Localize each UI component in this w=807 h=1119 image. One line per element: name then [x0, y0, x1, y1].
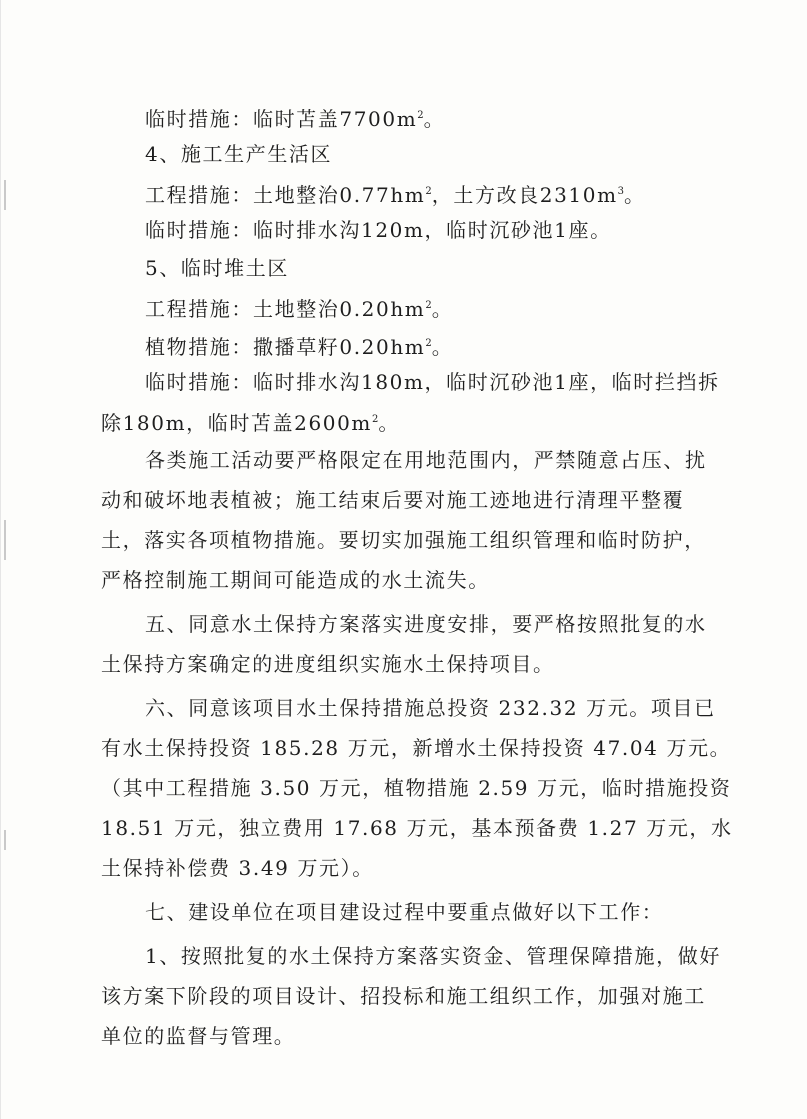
- paragraph-line: 土保持补偿费 3.49 万元）。: [101, 856, 374, 880]
- text-line-9: 除180m，临时苫盖$2600m^2$。: [101, 411, 400, 435]
- text-line-7: 植物措施：撒播草籽$0.20hm^2$。: [145, 335, 454, 359]
- paragraph-line: 动和破坏地表植被；施工结束后要对施工迹地进行清理平整覆: [101, 488, 685, 512]
- scan-edge-mark: [4, 830, 6, 850]
- paragraph-line: （其中工程措施 3.50 万元，植物措施 2.59 万元，临时措施投资: [101, 776, 732, 800]
- paragraph-line: 土，落实各项植物措施。要切实加强施工组织管理和临时防护，: [101, 528, 706, 552]
- paragraph-line: 1、按照批复的水土保持方案落实资金、管理保障措施，做好: [145, 944, 721, 968]
- text-line-6: 工程措施：土地整治$0.20hm^2$。: [145, 297, 454, 321]
- paragraph-line: 土保持方案确定的进度组织实施水土保持项目。: [101, 652, 555, 676]
- paragraph-line: 单位的监督与管理。: [101, 1024, 296, 1048]
- text-line-3: 工程措施：土地整治$0.77hm^2$，土方改良$2310m^3$。: [145, 183, 646, 207]
- text-line-8: 临时措施：临时排水沟180m，临时沉砂池1座，临时拦挡拆: [145, 370, 720, 394]
- text-line-4: 临时措施：临时排水沟120m，临时沉砂池1座。: [145, 218, 612, 242]
- scan-edge-mark: [4, 520, 6, 560]
- paragraph-line: 严格控制施工期间可能造成的水土流失。: [101, 568, 490, 592]
- scan-edge-mark: [4, 180, 6, 210]
- paragraph-line: 六、同意该项目水土保持措施总投资 232.32 万元。项目已: [145, 696, 716, 720]
- heading-temporary-soil-area: 5、临时堆土区: [145, 256, 289, 280]
- paragraph-line: 该方案下阶段的项目设计、招投标和施工组织工作，加强对施工: [101, 984, 706, 1008]
- paragraph-line: 五、同意水土保持方案落实进度安排，要严格按照批复的水: [145, 612, 707, 636]
- heading-construction-living-area: 4、施工生产生活区: [145, 142, 333, 166]
- paragraph-line: 七、建设单位在项目建设过程中要重点做好以下工作：: [145, 900, 664, 924]
- paragraph-line: 各类施工活动要严格限定在用地范围内，严禁随意占压、扰: [145, 448, 707, 472]
- paragraph-line: 18.51 万元，独立费用 17.68 万元，基本预备费 1.27 万元，水: [101, 816, 733, 840]
- paragraph-line: 有水土保持投资 185.28 万元，新增水土保持投资 47.04 万元。: [101, 736, 732, 760]
- text-line-1: 临时措施：临时苫盖$7700m^2$。: [145, 107, 446, 131]
